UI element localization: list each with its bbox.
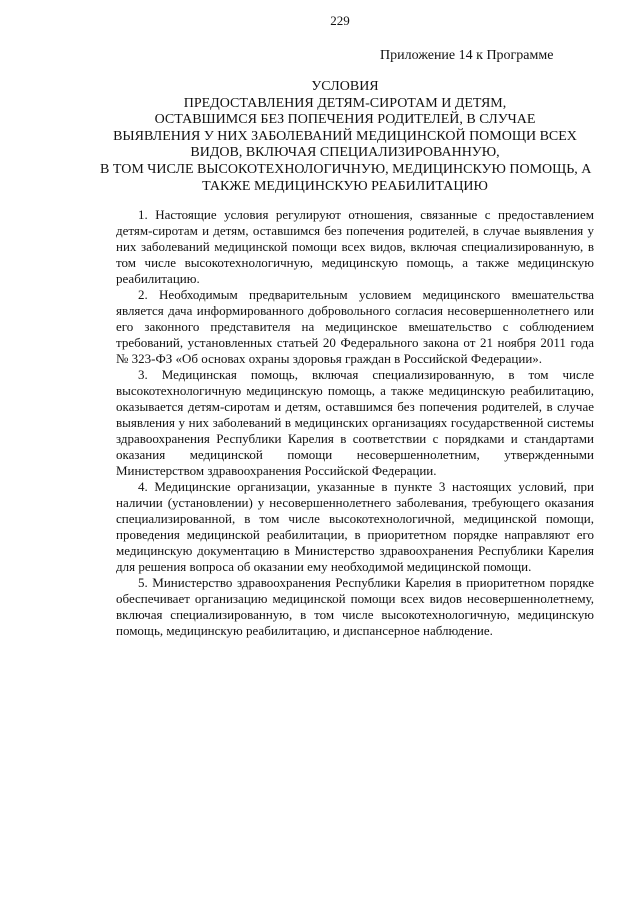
paragraph-1: 1. Настоящие условия регулируют отношения, связанные с предоставлением детям-сиротам и детям, оставшимся без попечения родителей, в случае выявления у них заболеваний медицинской помощи всех видов, включая специализированную, в том числе высокотехнологичную, медицинскую помощь, а также медицинскую реабилитацию. (116, 207, 594, 286)
document-title (100, 79, 590, 195)
paragraph-3: 3. Медицинская помощь, включая специализированную, в том числе высокотехнологичную медицинскую помощь, а также медицинскую реабилитацию, оказывается детям-сиротам и детям, оставшимся без попечения родителей, в случае выявления у них заболеваний в медицинских организациях государственной системы здравоохранения Республики Карелия в соответствии с порядками и стандартами оказания медицинской помощи несовершеннолетним, утвержденными Министерством здравоохранения Российской Федерации. (116, 367, 594, 478)
title-line: ВИДОВ, ВКЛЮЧАЯ СПЕЦИАЛИЗИРОВАННУЮ, (190, 145, 500, 161)
appendix-reference: Приложение 14 к Программе (380, 48, 554, 63)
title-line: ОСТАВШИМСЯ БЕЗ ПОПЕЧЕНИЯ РОДИТЕЛЕЙ, В СЛУЧАЕ (154, 112, 536, 128)
title-line: УСЛОВИЯ (311, 79, 379, 94)
document-body (116, 207, 594, 639)
paragraph-5: 5. Министерство здравоохранения Республики Карелия в приоритетном порядке обеспечивает организацию медицинской помощи всех видов несовершеннолетнему, включая специализированную, в том числе высокотехнологичную, медицинскую помощь, медицинскую реабилитацию, и диспансерное наблюдение. (116, 575, 594, 638)
paragraph-2: 2. Необходимым предварительным условием медицинского вмешательства является дача информированного добровольного согласия несовершеннолетнего или его законного представителя на медицинское вмешательство с соблюдением требований, установленных статьей 20 Федерального закона от 21 ноября 2011 года № 323-ФЗ «Об основах охраны здоровья граждан в Российской Федерации». (116, 287, 594, 366)
page-number: 229 (330, 13, 350, 28)
title-line: ТАКЖЕ МЕДИЦИНСКУЮ РЕАБИЛИТАЦИЮ (202, 178, 488, 194)
title-line: ВЫЯВЛЕНИЯ У НИХ ЗАБОЛЕВАНИЙ МЕДИЦИНСКОЙ ПОМОЩИ ВСЕХ (113, 128, 577, 144)
title-line: В ТОМ ЧИСЛЕ ВЫСОКОТЕХНОЛОГИЧНУЮ, МЕДИЦИНСКУЮ ПОМОЩЬ, А (100, 161, 592, 177)
title-line: ПРЕДОСТАВЛЕНИЯ ДЕТЯМ-СИРОТАМ И ДЕТЯМ, (183, 95, 507, 111)
paragraph-4: 4. Медицинские организации, указанные в пункте 3 настоящих условий, при наличии (установлении) у несовершеннолетнего заболевания, требующего оказания специализированной, в том числе высокотехнологичной, медицинской помощи, проведения медицинской реабилитации, в приоритетном порядке направляют его медицинскую документацию в Министерство здравоохранения Республики Карелия для решения вопроса об оказании ему необходимой медицинской помощи. (116, 479, 594, 574)
